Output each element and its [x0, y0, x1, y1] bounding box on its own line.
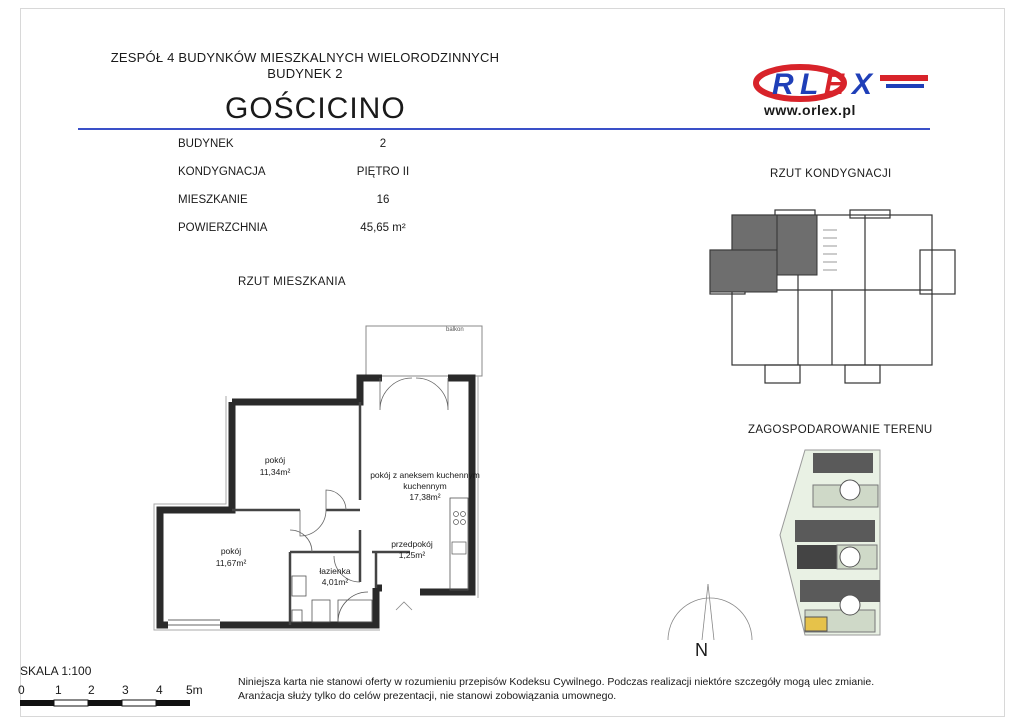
scale-tick-3: 3	[122, 683, 129, 697]
info-value-apartment: 16	[376, 194, 390, 206]
info-label-apartment: MIESZKANIE	[178, 194, 248, 206]
floor-key-plan	[705, 190, 960, 395]
room-area-1: 11,34m²	[259, 467, 291, 477]
room-name-3: pokój	[220, 546, 242, 556]
apartment-plan-title: RZUT MIESZKANIA	[238, 276, 346, 288]
svg-text:X: X	[852, 68, 873, 101]
room-area-2: 17,38m²	[409, 492, 441, 502]
windows	[168, 620, 220, 625]
compass-icon	[660, 580, 760, 650]
apartment-plan	[150, 320, 490, 640]
info-label-building: BUDYNEK	[178, 138, 234, 150]
footer-line2: Aranżacja służy tylko do celów prezentacji, nie stanowi zobowiązania umownego.	[238, 690, 617, 702]
header-rule	[78, 128, 930, 130]
balcony-outline	[366, 326, 482, 376]
scale-tick-4: 4	[156, 683, 163, 697]
room-name-2: pokój z aneksem kuchennym	[370, 470, 480, 480]
info-value-area: 45,65 m²	[360, 222, 406, 234]
orlex-logo	[752, 62, 932, 104]
info-label-area: POWIERZCHNIA	[178, 222, 268, 234]
room-area-3: 11,67m²	[215, 558, 247, 568]
town-title: GOŚCICINO	[225, 92, 406, 125]
site-plan-title: ZAGOSPODAROWANIE TERENU	[748, 424, 933, 436]
info-label-floor: KONDYGNACJA	[178, 166, 266, 178]
header-line2: BUDYNEK 2	[267, 66, 343, 81]
scale-tick-5: 5m	[186, 683, 203, 697]
room-area-5: 4,01m²	[321, 577, 349, 587]
svg-text:R: R	[772, 68, 794, 101]
scale-bar	[20, 699, 210, 709]
scale-label: SKALA 1:100	[20, 664, 92, 678]
svg-text:L: L	[800, 68, 819, 101]
logo-url: www.orlex.pl	[764, 102, 856, 118]
compass-north-label: N	[695, 640, 708, 660]
header-line1: ZESPÓŁ 4 BUDYNKÓW MIESZKALNYCH WIELORODZINNYCH	[110, 50, 500, 65]
interior-walls	[232, 402, 410, 625]
balcony-label: balkon	[446, 327, 464, 333]
footer-line1: Niniejsza karta nie stanowi oferty w rozumieniu przepisów Kodeksu Cywilnego. Podczas realizacji niektóre szczegóły mogą ulec zmianie.	[238, 676, 875, 688]
floor-plan-title: RZUT KONDYGNACJI	[770, 168, 892, 180]
info-value-building: 2	[379, 138, 387, 150]
svg-text:E: E	[824, 68, 845, 101]
room-name-2b: kuchennym	[403, 481, 447, 491]
room-name-1: pokój	[264, 455, 286, 465]
kitchen-counter	[450, 498, 468, 590]
site-plan	[775, 445, 885, 640]
room-area-4: 1,25m²	[398, 550, 426, 560]
room-name-4: przedpokój	[391, 539, 433, 549]
info-value-floor: PIĘTRO II	[356, 166, 410, 178]
scale-tick-2: 2	[88, 683, 95, 697]
scale-tick-1: 1	[55, 683, 62, 697]
room-name-5: łazienka	[319, 566, 351, 576]
scale-tick-0: 0	[18, 683, 25, 697]
